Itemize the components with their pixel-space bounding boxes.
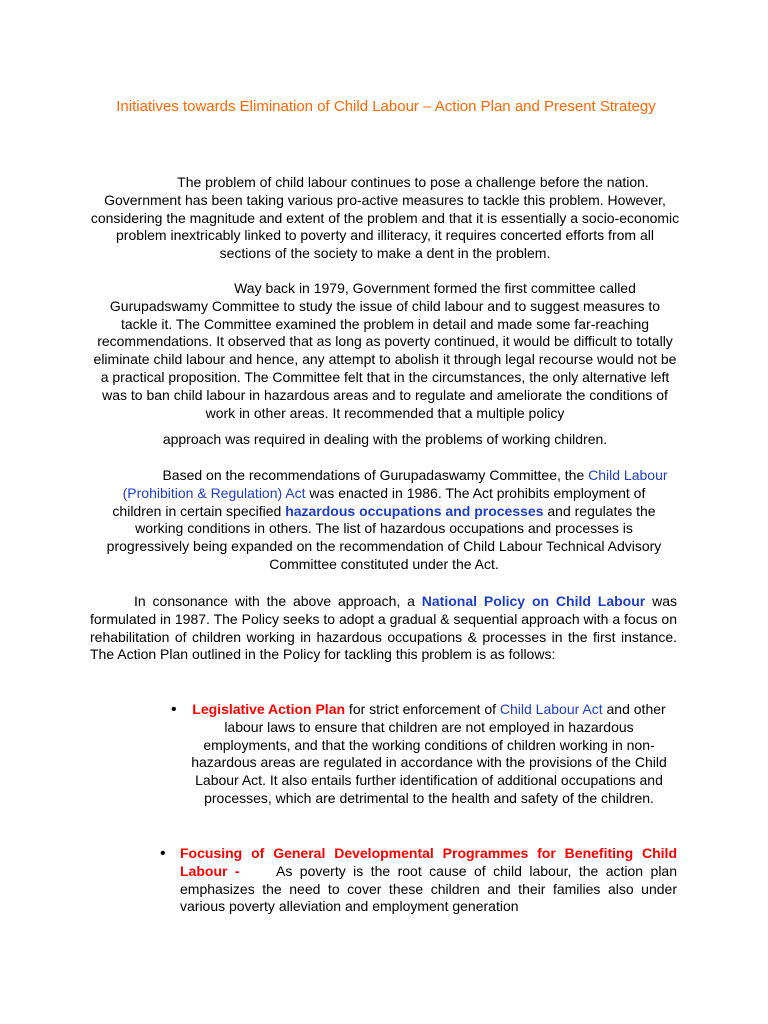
paragraph-committee-last: approach was required in dealing with the problems of working children.	[162, 431, 608, 447]
developmental-programmes-heading: Focusing of General Developmental Programmes for Benefiting Child Labour -	[180, 845, 681, 879]
paragraph-intro: The problem of child labour continues to pose a challenge before the nation. Government has been taking various pro-active measures to tackle this problem. However, considering the magnitude and extent of the problem and that it is essentially a socio-economic problem inextricably linked to poverty and illiteracy, it requires concerted efforts from all sections of the society to make a dent in the problem.	[90, 174, 680, 262]
child-labour-act-link[interactable]: Child Labour (Prohibition & Regulation) Act	[122, 467, 668, 501]
bullet-marker: •	[171, 701, 177, 718]
paragraph-act: Based on the recommendations of Gurupadaswamy Committee, the Child Labour (Prohibition & Regulation) Act was enacted in 1986. The Act prohibits employment of children in certain specified hazardous occupations and processes and regulates the working conditions in others. The list of hazardous occupations and processes is progressively being expanded on the recommendation of Child Labour Technical Advisory Committee constituted under the Act.	[106, 467, 668, 572]
bullet-marker: •	[160, 845, 166, 862]
page-title: Initiatives towards Elimination of Child Labour – Action Plan and Present Strategy	[116, 98, 656, 115]
paragraph-national-policy: In consonance with the above approach, a National Policy on Child Labour was formulated in 1987. The Policy seeks to adopt a gradual & sequential approach with a focus on rehabilitation of children working in hazardous occupations & processes in the first instance. The Action Plan outlined in the Policy for tackling this problem is as follows:	[90, 593, 677, 663]
hazardous-occupations-link[interactable]: hazardous occupations and processes	[285, 502, 544, 519]
legislative-action-plan-heading: Legislative Action Plan	[192, 701, 346, 717]
bullet-general-developmental-programmes: Focusing of General Developmental Programmes for Benefiting Child Labour - As poverty is the root cause of child labour, the action plan emphasizes the need to cover these children and their families also under various poverty alleviation and employment generation	[180, 845, 681, 915]
national-policy-link[interactable]: National Policy on Child Labour	[421, 593, 646, 609]
child-labour-act-link-2[interactable]: Child Labour Act	[499, 701, 603, 717]
bullet-legislative-action-plan: Legislative Action Plan for strict enforcement of Child Labour Act and other labour laws to ensure that children are not employed in hazardous employments, and that the working conditions of children working in non-hazardous areas are regulated in accordance with the provisions of the Child Labour Act. It also entails further identification of additional occupations and processes, which are detrimental to the health and safety of the children.	[191, 701, 667, 806]
paragraph-committee: Way back in 1979, Government formed the first committee called Gurupadswamy Committee to study the issue of child labour and to suggest measures to tackle it. The Committee examined the problem in detail and made some far-reaching recommendations. It observed that as long as poverty continued, it would be difficult to totally eliminate child labour and hence, any attempt to abolish it through legal recourse would not be a practical proposition. The Committee felt that in the circumstances, the only alternative left was to ban child labour in hazardous areas and to regulate and ameliorate the conditions of work in other areas. It recommended that a multiple policy	[93, 280, 677, 421]
